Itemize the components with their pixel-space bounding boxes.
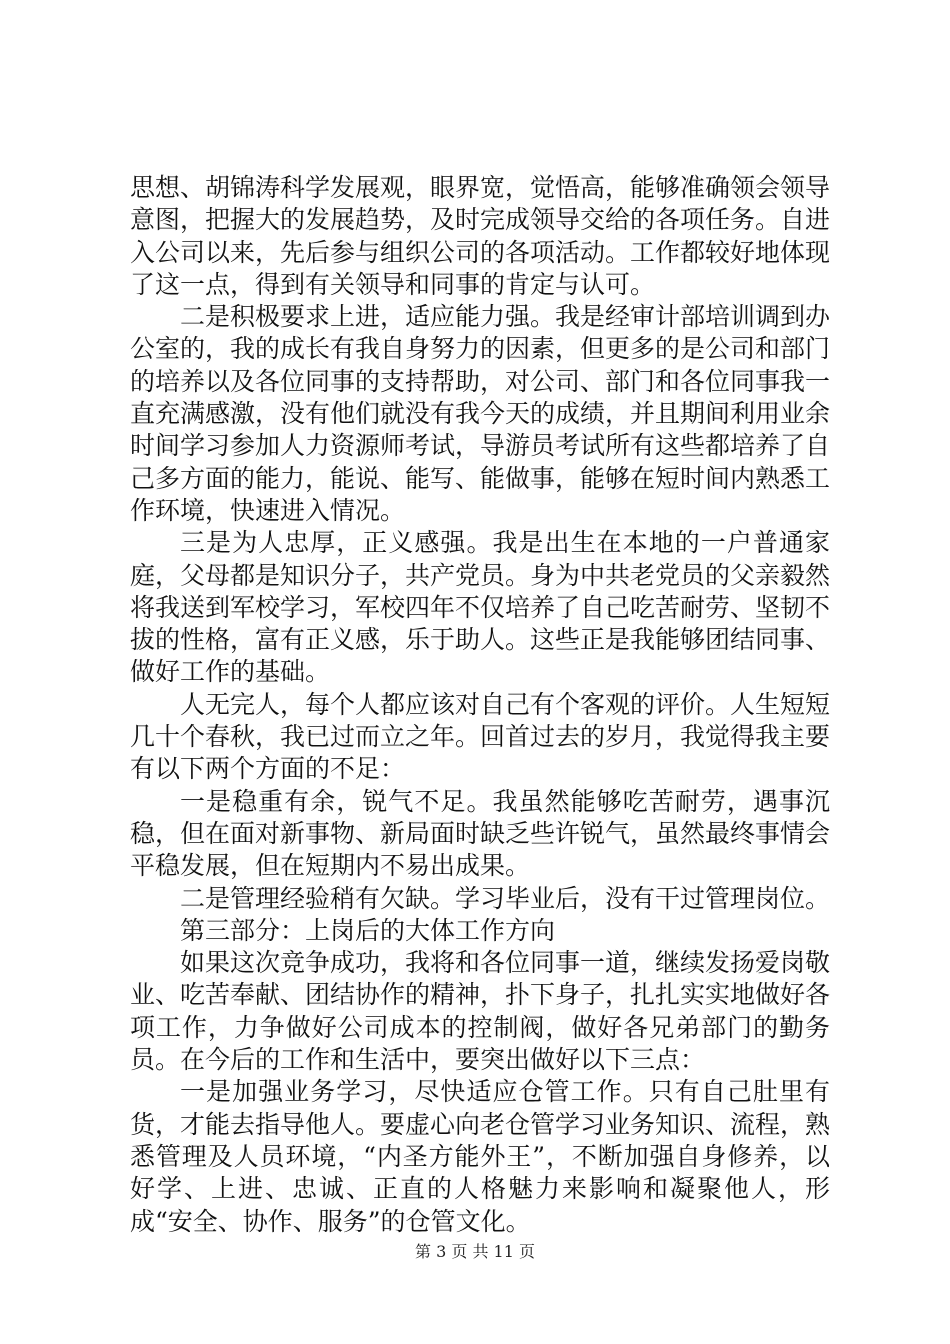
paragraph: 一是稳重有余，锐气不足。我虽然能够吃苦耐劳，遇事沉稳，但在面对新事物、新局面时缺乏些许锐气，虽然最终事情会平稳发展，但在短期内不易出成果。 <box>130 786 831 881</box>
paragraph: 如果这次竞争成功，我将和各位同事一道，继续发扬爱岗敬业、吃苦奉献、团结协作的精神，扑下身子，扎扎实实地做好各项工作，力争做好公司成本的控制阀，做好各兄弟部门的勤务员。在今后的工作和生活中，要突出做好以下三点： <box>130 948 831 1075</box>
paragraph: 二是积极要求上进，适应能力强。我是经审计部培训调到办公室的，我的成长有我自身努力的因素，但更多的是公司和部门的培养以及各位同事的支持帮助，对公司、部门和各位同事我一直充满感激，没有他们就没有我今天的成绩，并且期间利用业余时间学习参加人力资源师考试，导游员考试所有这些都培养了自己多方面的能力，能说、能写、能做事，能够在短时间内熟悉工作环境，快速进入情况。 <box>130 302 831 525</box>
paragraph-continuation: 思想、胡锦涛科学发展观，眼界宽，觉悟高，能够准确领会领导意图，把握大的发展趋势，及时完成领导交给的各项任务。自进入公司以来，先后参与组织公司的各项活动。工作都较好地体现了这一点，得到有关领导和同事的肯定与认可。 <box>130 173 831 299</box>
paragraph: 人无完人，每个人都应该对自己有个客观的评价。人生短短几十个春秋，我已过而立之年。回首过去的岁月，我觉得我主要有以下两个方面的不足： <box>130 689 831 784</box>
section-heading: 第三部分：上岗后的大体工作方向 <box>180 915 556 945</box>
page-number-footer: 第 3 页 共 11 页 <box>415 1242 535 1261</box>
paragraph: 三是为人忠厚，正义感强。我是出生在本地的一户普通家庭，父母都是知识分子，共产党员。身为中共老党员的父亲毅然将我送到军校学习，军校四年不仅培养了自己吃苦耐劳、坚韧不拔的性格，富有正义感，乐于助人。这些正是我能够团结同事、做好工作的基础。 <box>130 528 831 687</box>
paragraph: 一是加强业务学习，尽快适应仓管工作。只有自己肚里有货，才能去指导他人。要虚心向老仓管学习业务知识、流程，熟悉管理及人员环境，“内圣方能外王”，不断加强自身修养，以好学、上进、忠诚、正直的人格魅力来影响和凝聚他人，形成“安全、协作、服务”的仓管文化。 <box>130 1077 831 1236</box>
paragraph: 二是管理经验稍有欠缺。学习毕业后，没有干过管理岗位。 <box>180 883 831 913</box>
document-body <box>130 172 830 1238</box>
